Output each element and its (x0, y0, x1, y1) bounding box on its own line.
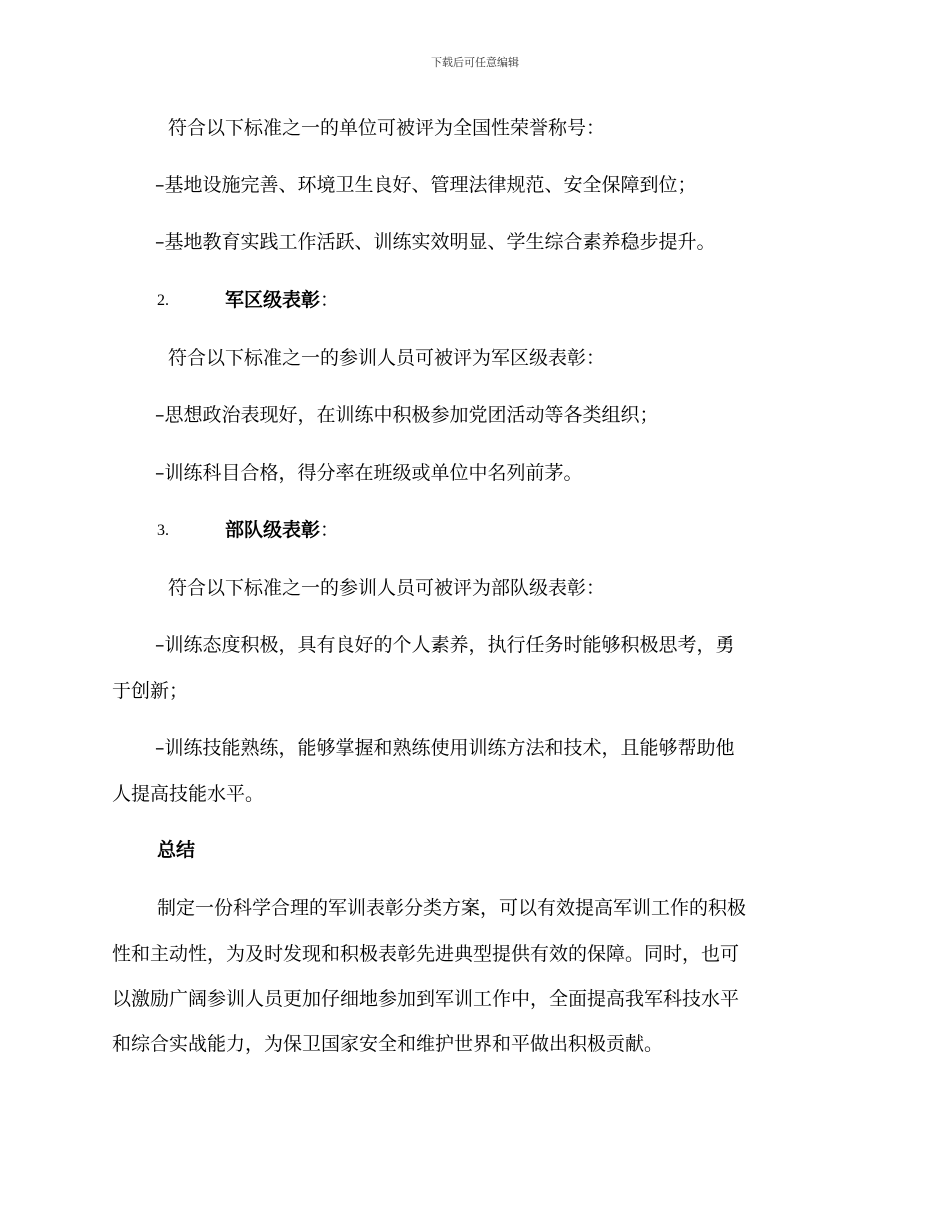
summary-heading: 总结 (157, 839, 196, 861)
summary-line-2: 性和主动性，为及时发现和积极表彰先进典型提供有效的保障。同时，也可 (112, 943, 740, 965)
paragraph-troop-criteria: 符合以下标准之一的参训人员可被评为部队级表彰： (168, 577, 606, 599)
summary-line-1: 制定一份科学合理的军训表彰分类方案，可以有效提高军训工作的积极 (157, 897, 747, 919)
section-colon: ： (320, 519, 340, 541)
summary-line-4: 和综合实战能力，为保卫国家安全和维护世界和平做出积极贡献。 (112, 1033, 664, 1055)
section-number-3: 3. (157, 522, 169, 539)
list-item-skills-line2: 人提高技能水平。 (112, 783, 265, 805)
section-colon: ： (320, 289, 340, 311)
section-title-military-region: 军区级表彰 (225, 289, 321, 311)
list-item-skills-line1: –训练技能熟练，能够掌握和熟练使用训练方法和技术，且能够帮助他 (155, 737, 735, 759)
page-header-note: 下载后可任意编辑 (431, 56, 519, 69)
list-item-political: –思想政治表现好，在训练中积极参加党团活动等各类组织； (155, 404, 659, 426)
list-item-training-pass: –训练科目合格，得分率在班级或单位中名列前茅。 (155, 462, 583, 484)
list-item-facilities: –基地设施完善、环境卫生良好、管理法律规范、安全保障到位； (155, 174, 697, 196)
section-number-2: 2. (157, 292, 169, 309)
paragraph-national-criteria: 符合以下标准之一的单位可被评为全国性荣誉称号： (168, 117, 606, 139)
section-title-troop: 部队级表彰 (225, 519, 321, 541)
list-item-attitude-line2: 于创新； (112, 680, 189, 702)
list-item-attitude-line1: –训练态度积极，具有良好的个人素养，执行任务时能够积极思考，勇 (155, 634, 735, 656)
summary-line-3: 以激励广阔参训人员更加仔细地参加到军训工作中，全面提高我军科技水平 (112, 988, 740, 1010)
paragraph-region-criteria: 符合以下标准之一的参训人员可被评为军区级表彰： (168, 347, 606, 369)
section-heading-military-region (225, 286, 339, 314)
list-item-education: –基地教育实践工作活跃、训练实效明显、学生综合素养稳步提升。 (155, 231, 716, 253)
section-heading-troop (225, 516, 339, 544)
